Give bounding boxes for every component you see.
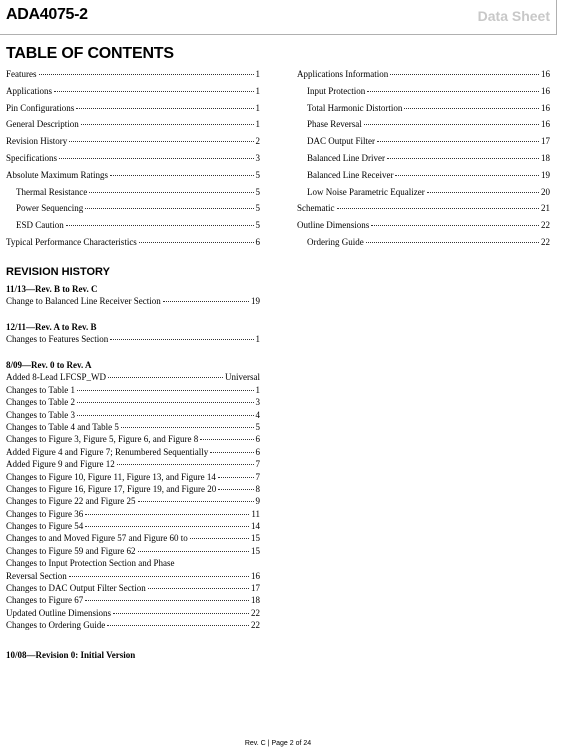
revision-item-text: Changes to Table 1: [6, 384, 75, 395]
dot-leader: [218, 489, 253, 490]
toc-entry-page: 1: [255, 102, 260, 113]
dot-leader: [110, 175, 254, 176]
toc-right-column: [297, 66, 550, 251]
revision-item-text: Changes to Table 2: [6, 397, 75, 408]
revision-item-page: 9: [255, 496, 260, 507]
toc-entry-page: 22: [541, 236, 550, 247]
revision-item-text: Changes to Figure 10, Figure 11, Figure 13, and Figure 14: [6, 471, 216, 482]
revision-item-text: Changes to Table 3: [6, 409, 75, 420]
revision-item: [6, 458, 260, 470]
toc-entry-page: 5: [255, 203, 260, 214]
toc-entry[interactable]: [297, 83, 550, 100]
revision-item-text: Added Figure 4 and Figure 7; Renumbered Sequentially: [6, 446, 209, 457]
toc-entry-label: Ordering Guide: [307, 236, 364, 247]
revision-item-page: 18: [251, 595, 260, 606]
toc-entry[interactable]: [297, 200, 550, 217]
toc-entry-label: Schematic: [297, 203, 335, 214]
toc-entry[interactable]: [6, 217, 260, 234]
dot-leader: [377, 141, 539, 142]
page-footer: Rev. C | Page 2 of 24: [244, 740, 312, 747]
revision-item-text: Changes to Figure 67: [6, 595, 84, 606]
revision-item: [6, 508, 260, 520]
toc-entry-label: Outline Dimensions: [297, 220, 370, 231]
toc-entry[interactable]: [6, 83, 260, 100]
toc-entry-label: Typical Performance Characteristics: [6, 236, 137, 247]
revision-item: [6, 446, 260, 458]
toc-entry-label: ESD Caution: [16, 220, 64, 231]
toc-entry-page: 1: [255, 85, 260, 96]
revision-heading: 10/08—Revision 0: Initial Version: [6, 650, 136, 660]
toc-entry[interactable]: [297, 150, 550, 167]
dot-leader: [163, 301, 249, 302]
revision-item-page: 3: [255, 397, 260, 408]
dot-leader: [69, 576, 249, 577]
revision-item-page: 4: [255, 409, 260, 420]
revision-item: [6, 433, 260, 445]
toc-entry-page: 6: [255, 236, 260, 247]
toc-entry-page: 5: [255, 220, 260, 231]
revision-item: [6, 532, 260, 544]
revision-item-text: Added Figure 9 and Figure 12: [6, 459, 115, 470]
toc-entry-page: 22: [541, 220, 550, 231]
toc-entry-label: Specifications: [6, 152, 57, 163]
toc-entry-page: 18: [541, 152, 550, 163]
dot-leader: [107, 625, 249, 626]
toc-entry-page: 5: [255, 186, 260, 197]
toc-entry-label: Phase Reversal: [307, 119, 362, 130]
toc-entry[interactable]: [6, 100, 260, 117]
revision-item: [6, 545, 260, 557]
toc-entry-page: 17: [541, 136, 550, 147]
toc-entry-page: 19: [541, 169, 550, 180]
revision-item: [6, 607, 260, 619]
revision-item-text: Changes to Figure 22 and Figure 25: [6, 496, 136, 507]
revision-item-page: 15: [251, 545, 260, 556]
revision-item-page: 19: [251, 296, 260, 307]
revision-item: [6, 384, 260, 396]
dot-leader: [138, 501, 254, 502]
dot-leader: [77, 415, 254, 416]
dot-leader: [427, 192, 539, 193]
dot-leader: [387, 158, 539, 159]
revision-item-text: Changes to Features Section: [6, 334, 109, 345]
toc-entry-label: Pin Configurations: [6, 102, 75, 113]
revision-block: [6, 321, 260, 346]
revision-item: [6, 396, 260, 408]
dot-leader: [66, 225, 254, 226]
toc-entry[interactable]: [297, 133, 550, 150]
revision-item: [6, 483, 260, 495]
toc-entry-label: General Description: [6, 119, 79, 130]
toc-entry[interactable]: [6, 66, 260, 83]
toc-entry-page: 16: [541, 85, 550, 96]
toc-entry[interactable]: [297, 234, 550, 251]
toc-left-column: [6, 66, 260, 251]
dot-leader: [85, 600, 249, 601]
revision-item-page: 1: [255, 384, 260, 395]
revision-heading: 11/13—Rev. B to Rev. C: [6, 284, 98, 294]
revision-item-page: 17: [251, 583, 260, 594]
dot-leader: [113, 613, 249, 614]
dot-leader: [85, 208, 253, 209]
revision-item-text: Added 8-Lead LFCSP_WD: [6, 372, 106, 383]
revision-item-page: 7: [255, 471, 260, 482]
revision-heading: 12/11—Rev. A to Rev. B: [6, 322, 97, 332]
dot-leader: [85, 514, 249, 515]
dot-leader: [121, 427, 254, 428]
dot-leader: [367, 91, 539, 92]
toc-entry-page: 20: [541, 186, 550, 197]
dot-leader: [200, 439, 253, 440]
toc-entry-page: 3: [255, 152, 260, 163]
revision-item-page: Universal: [225, 372, 260, 383]
dot-leader: [390, 74, 539, 75]
dot-leader: [190, 538, 249, 539]
dot-leader: [39, 74, 254, 75]
dot-leader: [77, 390, 254, 391]
revision-item-page: 7: [255, 459, 260, 470]
toc-entry-label: Low Noise Parametric Equalizer: [307, 186, 425, 197]
revision-history-title: REVISION HISTORY: [6, 266, 110, 278]
dot-leader: [371, 225, 539, 226]
toc-entry-page: 1: [255, 69, 260, 79]
revision-block: [6, 649, 260, 661]
toc-title: TABLE OF CONTENTS: [6, 45, 174, 62]
revision-item-text: Changes to Input Protection Section and Phase: [6, 558, 175, 569]
revision-item-text: Changes to Figure 16, Figure 17, Figure 19, and Figure 20: [6, 483, 217, 494]
revision-item: [6, 594, 260, 606]
revision-item: [6, 409, 260, 421]
revision-item: [6, 295, 260, 307]
dot-leader: [110, 339, 253, 340]
dot-leader: [81, 124, 254, 125]
toc-entry-page: 1: [255, 119, 260, 130]
revision-item-page: 22: [251, 607, 260, 618]
part-number: ADA4075-2: [6, 6, 88, 23]
dot-leader: [366, 242, 539, 243]
revision-item-text: Updated Outline Dimensions: [6, 607, 111, 618]
revision-item: [6, 333, 260, 345]
dot-leader: [69, 141, 253, 142]
toc-entry[interactable]: [297, 66, 550, 83]
revision-item-text: Changes to Ordering Guide: [6, 620, 106, 631]
dot-leader: [54, 91, 254, 92]
toc-entry[interactable]: [297, 100, 550, 117]
toc-entry-label: Total Harmonic Distortion: [307, 102, 403, 113]
toc-entry[interactable]: [6, 184, 260, 201]
toc-entry-label: Balanced Line Driver: [307, 152, 385, 163]
dot-leader: [59, 158, 254, 159]
toc-entry[interactable]: [297, 184, 550, 201]
revision-block: [6, 359, 260, 632]
revision-item-page: 6: [255, 434, 260, 445]
dot-leader: [395, 175, 539, 176]
revision-item-page: 14: [251, 521, 260, 532]
toc-entry[interactable]: [6, 167, 260, 184]
toc-entry-label: Features: [6, 69, 37, 79]
toc-entry-label: Thermal Resistance: [16, 186, 88, 197]
revision-item-text: Changes to Figure 54: [6, 521, 84, 532]
revision-item-text: Changes to Table 4 and Table 5: [6, 421, 119, 432]
revision-item-text: Changes to Figure 36: [6, 508, 84, 519]
dot-leader: [89, 192, 253, 193]
page-header: [0, 0, 557, 35]
toc-entry-label: Power Sequencing: [16, 203, 84, 214]
toc-entry[interactable]: [297, 167, 550, 184]
dot-leader: [76, 108, 253, 109]
revision-item-text: Changes to DAC Output Filter Section: [6, 583, 146, 594]
toc-entry-label: Revision History: [6, 136, 68, 147]
revision-item-text: Changes to Figure 59 and Figure 62: [6, 545, 136, 556]
revision-item: [6, 421, 260, 433]
toc-entry[interactable]: [6, 133, 260, 150]
revision-item-page: 5: [255, 421, 260, 432]
revision-item: [6, 371, 260, 383]
doc-type-label: Data Sheet: [477, 8, 550, 24]
dot-leader: [337, 208, 540, 209]
revision-item-text: Changes to Figure 3, Figure 5, Figure 6, and Figure 8: [6, 434, 199, 445]
dot-leader: [139, 242, 254, 243]
revision-item-page: 6: [255, 446, 260, 457]
revision-item-page: 22: [251, 620, 260, 631]
toc-entry[interactable]: [297, 217, 550, 234]
toc-entry[interactable]: [6, 234, 260, 251]
toc-entry-label: Applications Information: [297, 69, 389, 79]
revision-item-text: Change to Balanced Line Receiver Section: [6, 296, 161, 307]
toc-entry[interactable]: [6, 200, 260, 217]
revision-item-page: 1: [255, 334, 260, 345]
toc-entry-page: 2: [255, 136, 260, 147]
toc-entry-page: 16: [541, 119, 550, 130]
revision-item: [6, 619, 260, 631]
toc-entry-label: Applications: [6, 85, 52, 96]
revision-item-page: 15: [251, 533, 260, 544]
dot-leader: [210, 452, 253, 453]
toc-entry-page: 16: [541, 102, 550, 113]
dot-leader: [148, 588, 249, 589]
dot-leader: [404, 108, 539, 109]
revision-item: [6, 582, 260, 594]
revision-item: [6, 495, 260, 507]
dot-leader: [85, 526, 249, 527]
dot-leader: [108, 377, 223, 378]
revision-item-page: 16: [251, 570, 260, 581]
dot-leader: [117, 464, 254, 465]
toc-entry-label: Balanced Line Receiver: [307, 169, 394, 180]
revision-item: [6, 520, 260, 532]
toc-entry-page: 21: [541, 203, 550, 214]
toc-entry-label: DAC Output Filter: [307, 136, 376, 147]
dot-leader: [218, 477, 254, 478]
toc-entry-page: 16: [541, 69, 550, 79]
toc-entry-label: Absolute Maximum Ratings: [6, 169, 108, 180]
dot-leader: [138, 551, 250, 552]
revision-item-page: 8: [255, 483, 260, 494]
revision-block: [6, 283, 260, 308]
revision-item-text: Changes to and Moved Figure 57 and Figure 60 to: [6, 533, 188, 544]
revision-item-page: 11: [251, 508, 260, 519]
revision-item: [6, 471, 260, 483]
toc-entry[interactable]: [6, 116, 260, 133]
dot-leader: [77, 402, 254, 403]
revision-item: [6, 570, 260, 582]
toc-entry[interactable]: [6, 150, 260, 167]
dot-leader: [364, 124, 539, 125]
toc-entry[interactable]: [297, 116, 550, 133]
toc-entry-label: Input Protection: [307, 85, 366, 96]
revision-item-text: Reversal Section: [6, 570, 67, 581]
revision-heading: 8/09—Rev. 0 to Rev. A: [6, 360, 92, 370]
toc-entry-page: 5: [255, 169, 260, 180]
